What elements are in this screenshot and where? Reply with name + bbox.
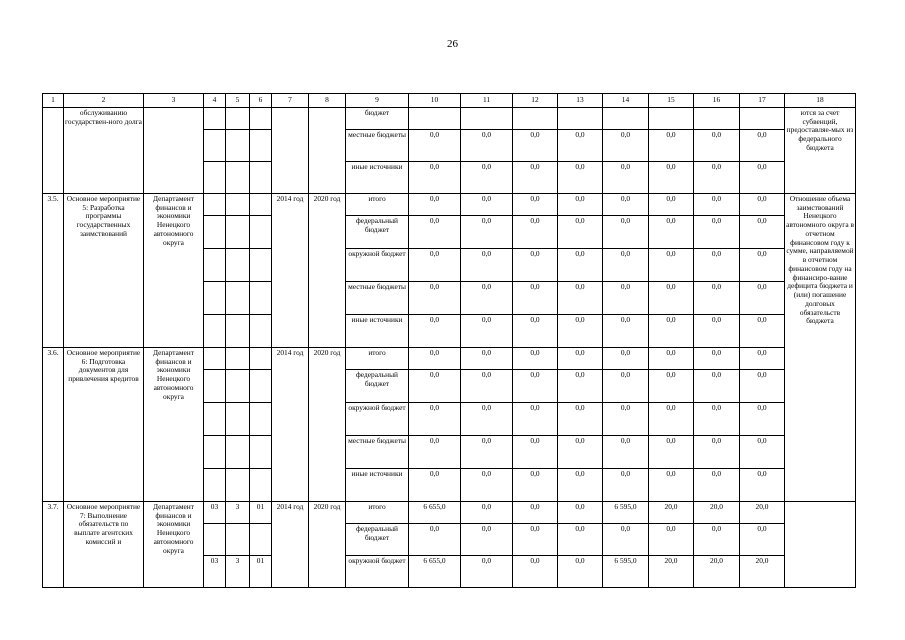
value-cell: 0,0: [461, 282, 513, 315]
funding-source: иные источники: [346, 315, 409, 348]
column-number: 6: [250, 94, 272, 108]
value-cell: 0,0: [740, 130, 785, 162]
value-cell: 20,0: [694, 502, 740, 524]
value-cell: 0,0: [558, 348, 603, 370]
item-index: 3.6.: [43, 348, 64, 502]
code-cell: [204, 216, 226, 249]
code-cell: 3: [226, 502, 250, 524]
code-cell: [204, 162, 226, 194]
value-cell: 0,0: [558, 282, 603, 315]
page-number: 26: [447, 38, 458, 50]
value-cell: 0,0: [409, 194, 461, 216]
executor: Департамент финансов и экономики Ненецкого автономного округа: [144, 194, 204, 348]
value-cell: 0,0: [603, 282, 649, 315]
value-cell: [461, 108, 513, 130]
funding-source: иные источники: [346, 162, 409, 194]
indicator-note: ются за счет субвенций, предоставляе-мых из федерального бюджета: [785, 108, 856, 194]
code-cell: [226, 162, 250, 194]
value-cell: 0,0: [649, 315, 694, 348]
code-cell: [226, 194, 250, 216]
value-cell: [649, 108, 694, 130]
code-cell: [226, 315, 250, 348]
value-cell: 0,0: [461, 556, 513, 588]
end-year: 2020 год: [309, 194, 346, 348]
code-cell: 3: [226, 556, 250, 588]
start-year: 2014 год: [272, 194, 309, 348]
code-cell: 01: [250, 556, 272, 588]
value-cell: 0,0: [603, 348, 649, 370]
value-cell: 0,0: [513, 282, 558, 315]
value-cell: 20,0: [649, 502, 694, 524]
value-cell: 0,0: [694, 162, 740, 194]
code-cell: [204, 108, 226, 130]
value-cell: 0,0: [409, 216, 461, 249]
value-cell: 0,0: [740, 194, 785, 216]
code-cell: [204, 194, 226, 216]
value-cell: 0,0: [461, 436, 513, 469]
value-cell: 0,0: [649, 162, 694, 194]
value-cell: 0,0: [649, 403, 694, 436]
value-cell: 6 655,0: [409, 502, 461, 524]
code-cell: [226, 282, 250, 315]
value-cell: 0,0: [461, 403, 513, 436]
value-cell: 0,0: [649, 469, 694, 502]
value-cell: 0,0: [694, 282, 740, 315]
code-cell: [250, 524, 272, 556]
value-cell: 0,0: [409, 348, 461, 370]
funding-source: итого: [346, 502, 409, 524]
code-cell: [226, 108, 250, 130]
value-cell: 0,0: [513, 315, 558, 348]
code-cell: [250, 194, 272, 216]
column-number: 9: [346, 94, 409, 108]
code-cell: [226, 524, 250, 556]
value-cell: 0,0: [649, 370, 694, 403]
value-cell: 0,0: [740, 162, 785, 194]
value-cell: 0,0: [603, 315, 649, 348]
funding-source: итого: [346, 194, 409, 216]
code-cell: [226, 403, 250, 436]
value-cell: 0,0: [558, 370, 603, 403]
value-cell: 0,0: [461, 130, 513, 162]
value-cell: 0,0: [603, 249, 649, 282]
value-cell: 0,0: [649, 249, 694, 282]
funding-source: местные бюджеты: [346, 282, 409, 315]
value-cell: 0,0: [513, 556, 558, 588]
value-cell: 0,0: [461, 249, 513, 282]
measure-name: Основное мероприятие 6: Подготовка документов для привлечения кредитов: [64, 348, 144, 502]
funding-source: федеральный бюджет: [346, 216, 409, 249]
value-cell: 0,0: [649, 216, 694, 249]
column-number: 8: [309, 94, 346, 108]
value-cell: 0,0: [409, 315, 461, 348]
value-cell: 0,0: [694, 249, 740, 282]
value-cell: 0,0: [649, 282, 694, 315]
code-cell: 03: [204, 502, 226, 524]
value-cell: [409, 108, 461, 130]
code-cell: [204, 403, 226, 436]
code-cell: [226, 130, 250, 162]
value-cell: 20,0: [649, 556, 694, 588]
code-cell: [204, 249, 226, 282]
value-cell: 0,0: [603, 370, 649, 403]
value-cell: 0,0: [461, 502, 513, 524]
value-cell: 0,0: [409, 469, 461, 502]
code-cell: [250, 130, 272, 162]
value-cell: 0,0: [558, 130, 603, 162]
indicator-note: [785, 502, 856, 588]
header-row: [43, 94, 856, 108]
column-number: 13: [558, 94, 603, 108]
funding-source: местные бюджеты: [346, 436, 409, 469]
table-row: [43, 108, 856, 130]
executor: Департамент финансов и экономики Ненецкого автономного округа: [144, 348, 204, 502]
code-cell: [226, 469, 250, 502]
table-row: [43, 502, 856, 524]
value-cell: 0,0: [603, 216, 649, 249]
value-cell: 0,0: [409, 249, 461, 282]
code-cell: [226, 436, 250, 469]
code-cell: [226, 348, 250, 370]
value-cell: 0,0: [558, 315, 603, 348]
column-number: 10: [409, 94, 461, 108]
code-cell: [204, 348, 226, 370]
code-cell: [250, 108, 272, 130]
funding-source: федеральный бюджет: [346, 370, 409, 403]
column-number: 11: [461, 94, 513, 108]
code-cell: [250, 403, 272, 436]
code-cell: [250, 348, 272, 370]
value-cell: 0,0: [513, 524, 558, 556]
value-cell: 0,0: [513, 194, 558, 216]
value-cell: 0,0: [558, 502, 603, 524]
item-index: 3.7.: [43, 502, 64, 588]
column-number: 7: [272, 94, 309, 108]
code-cell: [226, 370, 250, 403]
value-cell: 0,0: [513, 130, 558, 162]
value-cell: 0,0: [740, 282, 785, 315]
value-cell: 0,0: [558, 194, 603, 216]
value-cell: 0,0: [409, 436, 461, 469]
code-cell: [204, 370, 226, 403]
column-number: 12: [513, 94, 558, 108]
value-cell: 0,0: [649, 130, 694, 162]
value-cell: 0,0: [558, 216, 603, 249]
value-cell: 0,0: [694, 370, 740, 403]
value-cell: 0,0: [649, 436, 694, 469]
column-number: 17: [740, 94, 785, 108]
indicator-note: Отношение объема заимствований Ненецкого автономного округа в отчетном финансовом году к сумме, направляемой в отчетном финансовом году на финансиро-вание дефицита бюджета и (или) погашение долговых обязательств бюджета: [785, 194, 856, 502]
value-cell: 20,0: [694, 556, 740, 588]
code-cell: [226, 216, 250, 249]
empty-cell: [43, 108, 64, 194]
value-cell: [740, 108, 785, 130]
column-number: 14: [603, 94, 649, 108]
value-cell: 0,0: [513, 469, 558, 502]
funding-source: иные источники: [346, 469, 409, 502]
value-cell: 0,0: [513, 216, 558, 249]
value-cell: 6 655,0: [409, 556, 461, 588]
column-number: 2: [64, 94, 144, 108]
end-year: 2020 год: [309, 502, 346, 588]
value-cell: 0,0: [461, 162, 513, 194]
value-cell: 0,0: [694, 130, 740, 162]
value-cell: 0,0: [558, 162, 603, 194]
value-cell: 0,0: [558, 469, 603, 502]
code-cell: [204, 282, 226, 315]
value-cell: 0,0: [694, 348, 740, 370]
value-cell: 0,0: [513, 249, 558, 282]
value-cell: 0,0: [513, 348, 558, 370]
value-cell: 0,0: [461, 194, 513, 216]
funding-source: местные бюджеты: [346, 130, 409, 162]
value-cell: 0,0: [461, 315, 513, 348]
value-cell: 0,0: [409, 130, 461, 162]
value-cell: 0,0: [740, 249, 785, 282]
value-cell: 0,0: [603, 524, 649, 556]
code-cell: [250, 370, 272, 403]
value-cell: 0,0: [409, 403, 461, 436]
code-cell: [250, 315, 272, 348]
value-cell: 0,0: [649, 524, 694, 556]
column-number: 18: [785, 94, 856, 108]
value-cell: 0,0: [409, 282, 461, 315]
value-cell: 20,0: [740, 556, 785, 588]
code-cell: [204, 436, 226, 469]
funding-source: итого: [346, 348, 409, 370]
funding-source: окружной бюджет: [346, 249, 409, 282]
value-cell: 0,0: [461, 348, 513, 370]
value-cell: [603, 108, 649, 130]
value-cell: 0,0: [694, 194, 740, 216]
value-cell: 20,0: [740, 502, 785, 524]
item-index: 3.5.: [43, 194, 64, 348]
value-cell: 0,0: [694, 403, 740, 436]
value-cell: 0,0: [603, 436, 649, 469]
value-cell: 0,0: [603, 469, 649, 502]
code-cell: [226, 249, 250, 282]
code-cell: [250, 249, 272, 282]
value-cell: 0,0: [513, 502, 558, 524]
value-cell: 0,0: [461, 216, 513, 249]
value-cell: 0,0: [603, 130, 649, 162]
value-cell: 0,0: [558, 524, 603, 556]
funding-source: окружной бюджет: [346, 556, 409, 588]
value-cell: 0,0: [740, 524, 785, 556]
table-row: [43, 348, 856, 370]
measure-name: Основное мероприятие 5: Разработка программы государственных заимствований: [64, 194, 144, 348]
value-cell: 0,0: [603, 162, 649, 194]
funding-source: бюджет: [346, 108, 409, 130]
value-cell: 0,0: [694, 436, 740, 469]
empty-cell: [272, 108, 309, 194]
value-cell: [694, 108, 740, 130]
code-cell: [204, 130, 226, 162]
value-cell: 0,0: [558, 556, 603, 588]
value-cell: 0,0: [740, 315, 785, 348]
value-cell: 0,0: [603, 403, 649, 436]
value-cell: 0,0: [694, 469, 740, 502]
value-cell: [513, 108, 558, 130]
value-cell: 6 595,0: [603, 502, 649, 524]
empty-cell: [309, 108, 346, 194]
value-cell: 0,0: [694, 315, 740, 348]
value-cell: 0,0: [513, 403, 558, 436]
value-cell: 0,0: [694, 524, 740, 556]
value-cell: 0,0: [694, 216, 740, 249]
value-cell: 0,0: [409, 370, 461, 403]
value-cell: 0,0: [558, 436, 603, 469]
value-cell: 0,0: [740, 216, 785, 249]
value-cell: 0,0: [409, 524, 461, 556]
value-cell: 0,0: [461, 469, 513, 502]
value-cell: 0,0: [513, 162, 558, 194]
column-number: 4: [204, 94, 226, 108]
budget-table: [42, 93, 856, 588]
value-cell: 0,0: [513, 436, 558, 469]
empty-cell: [144, 108, 204, 194]
column-number: 3: [144, 94, 204, 108]
code-cell: 01: [250, 502, 272, 524]
table-row: [43, 194, 856, 216]
code-cell: 03: [204, 556, 226, 588]
column-number: 15: [649, 94, 694, 108]
value-cell: 0,0: [740, 436, 785, 469]
value-cell: 0,0: [558, 249, 603, 282]
measure-name: Основное мероприятие 7: Выполнение обязательств по выплате агентских комиссий и: [64, 502, 144, 588]
value-cell: 0,0: [461, 524, 513, 556]
code-cell: [250, 162, 272, 194]
value-cell: 6 595,0: [603, 556, 649, 588]
column-number: 5: [226, 94, 250, 108]
executor: Департамент финансов и экономики Ненецкого автономного округа: [144, 502, 204, 588]
start-year: 2014 год: [272, 502, 309, 588]
start-year: 2014 год: [272, 348, 309, 502]
column-number: 1: [43, 94, 64, 108]
value-cell: 0,0: [513, 370, 558, 403]
value-cell: 0,0: [740, 403, 785, 436]
value-cell: 0,0: [409, 162, 461, 194]
code-cell: [250, 469, 272, 502]
value-cell: 0,0: [740, 469, 785, 502]
code-cell: [250, 282, 272, 315]
funding-source: федеральный бюджет: [346, 524, 409, 556]
value-cell: 0,0: [649, 194, 694, 216]
value-cell: 0,0: [558, 403, 603, 436]
end-year: 2020 год: [309, 348, 346, 502]
code-cell: [204, 524, 226, 556]
code-cell: [250, 216, 272, 249]
value-cell: 0,0: [740, 348, 785, 370]
code-cell: [204, 469, 226, 502]
value-cell: 0,0: [603, 194, 649, 216]
value-cell: 0,0: [461, 370, 513, 403]
code-cell: [204, 315, 226, 348]
column-number: 16: [694, 94, 740, 108]
value-cell: 0,0: [740, 370, 785, 403]
value-cell: 0,0: [649, 348, 694, 370]
funding-source: окружной бюджет: [346, 403, 409, 436]
value-cell: [558, 108, 603, 130]
code-cell: [250, 436, 272, 469]
measure-name: обслуживанию государствен-ного долга: [64, 108, 144, 194]
